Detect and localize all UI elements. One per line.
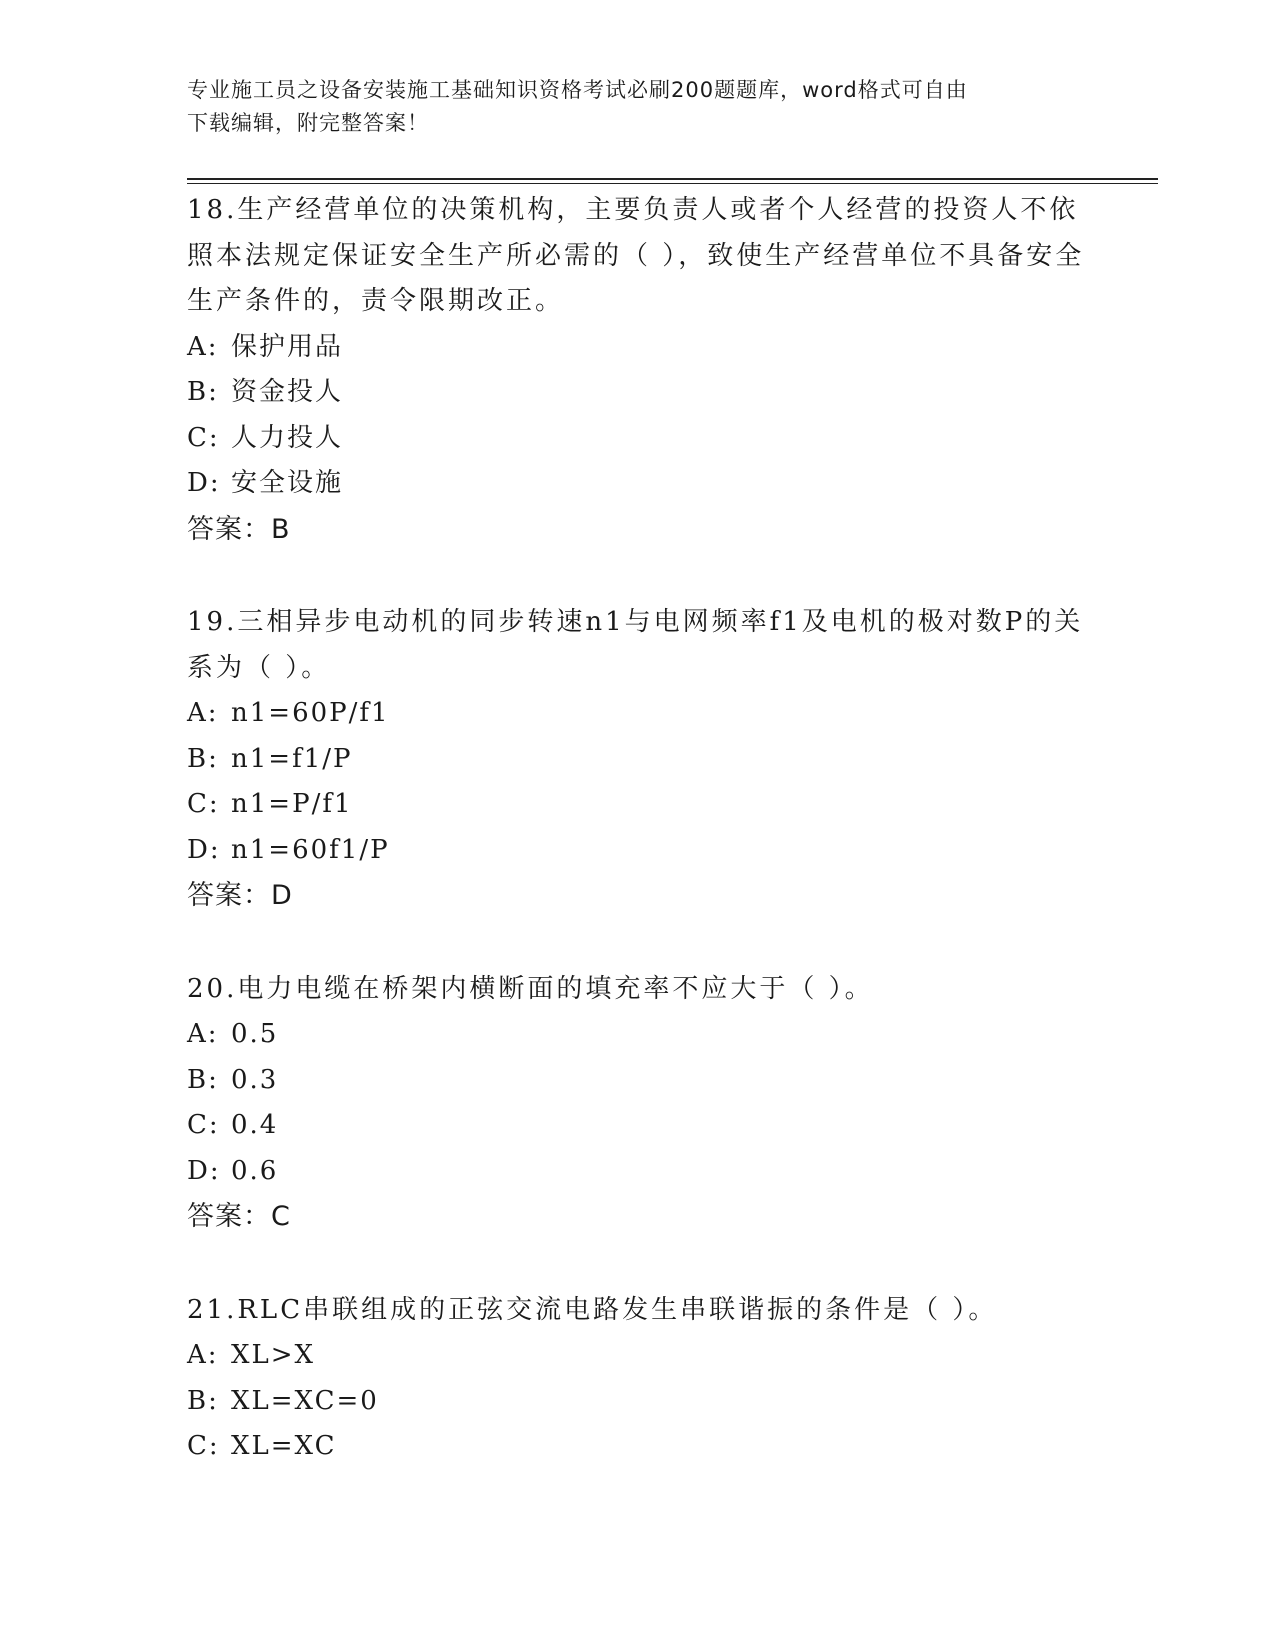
option-letter: C: xyxy=(187,422,220,453)
question-19 xyxy=(187,600,1107,919)
option-text: 人力投人 xyxy=(231,422,344,453)
option-d xyxy=(187,461,1107,507)
question-stem: 19.三相异步电动机的同步转速n1与电网频率f1及电机的极对数P的关系为（ ）。 xyxy=(187,607,1084,683)
option-b xyxy=(187,1379,1107,1425)
question-20 xyxy=(187,967,1107,1240)
option-text: 0.3 xyxy=(231,1064,279,1095)
option-text: XL=XC xyxy=(231,1431,337,1461)
option-letter: C: xyxy=(187,1431,220,1461)
document-header xyxy=(187,74,1087,140)
option-a xyxy=(187,325,1107,371)
question-stem: 21.RLC串联组成的正弦交流电路发生串联谐振的条件是（ ）。 xyxy=(187,1294,998,1325)
option-letter: D: xyxy=(187,1155,221,1186)
header-divider-thin xyxy=(187,183,1158,184)
option-letter: B: xyxy=(187,377,219,407)
option-letter: A: xyxy=(187,1340,219,1370)
option-letter: B: xyxy=(187,743,219,774)
answer-value: D xyxy=(271,880,292,911)
option-letter: A: xyxy=(187,331,219,362)
option-text: n1=60P/f1 xyxy=(231,698,390,728)
option-text: 资金投人 xyxy=(231,377,344,407)
option-c xyxy=(187,416,1107,462)
option-b xyxy=(187,1058,1107,1104)
option-letter: C: xyxy=(187,1110,220,1140)
option-letter: A: xyxy=(187,698,219,728)
option-text: n1=f1/P xyxy=(231,743,353,774)
answer-label: 答案： xyxy=(187,513,271,545)
option-c xyxy=(187,1103,1107,1149)
answer-line xyxy=(187,873,1107,919)
question-18 xyxy=(187,188,1107,552)
option-text: n1=60f1/P xyxy=(231,834,390,865)
answer-line xyxy=(187,507,1107,553)
answer-value: B xyxy=(271,513,290,545)
question-stem: 20.电力电缆在桥架内横断面的填充率不应大于（ ）。 xyxy=(187,973,874,1004)
option-text: XL>X xyxy=(231,1340,316,1370)
option-text: n1=P/f1 xyxy=(231,789,353,819)
question-stem: 18.生产经营单位的决策机构，主要负责人或者个人经营的投资人不依照本法规定保证安全生产所必需的（ ），致使生产经营单位不具备安全生产条件的，责令限期改正。 xyxy=(187,195,1085,316)
option-a xyxy=(187,1012,1107,1058)
option-text: 安全设施 xyxy=(231,468,344,498)
option-b xyxy=(187,737,1107,783)
option-letter: A: xyxy=(187,1019,219,1049)
option-letter: C: xyxy=(187,789,220,819)
option-text: 保护用品 xyxy=(231,331,344,362)
option-text: 0.5 xyxy=(231,1019,279,1049)
option-letter: B: xyxy=(187,1064,219,1095)
header-line-2: 下载编辑，附完整答案！ xyxy=(187,111,429,135)
question-21 xyxy=(187,1288,1107,1470)
option-c xyxy=(187,1424,1107,1470)
option-b xyxy=(187,370,1107,416)
option-letter: D: xyxy=(187,468,221,498)
option-d xyxy=(187,1149,1107,1195)
header-divider-thick xyxy=(187,178,1158,180)
option-letter: D: xyxy=(187,834,221,865)
question-list xyxy=(187,188,1107,1518)
option-a xyxy=(187,1333,1107,1379)
answer-value: C xyxy=(271,1201,290,1232)
option-text: 0.4 xyxy=(231,1110,279,1140)
option-d xyxy=(187,828,1107,874)
option-c xyxy=(187,782,1107,828)
answer-line xyxy=(187,1194,1107,1240)
answer-label: 答案： xyxy=(187,1201,271,1232)
option-letter: B: xyxy=(187,1385,219,1416)
header-line-1: 专业施工员之设备安装施工基础知识资格考试必刷200题题库，word格式可自由 xyxy=(187,78,968,102)
option-a xyxy=(187,691,1107,737)
option-text: XL=XC=0 xyxy=(231,1385,379,1416)
option-text: 0.6 xyxy=(231,1155,279,1186)
answer-label: 答案： xyxy=(187,880,271,911)
